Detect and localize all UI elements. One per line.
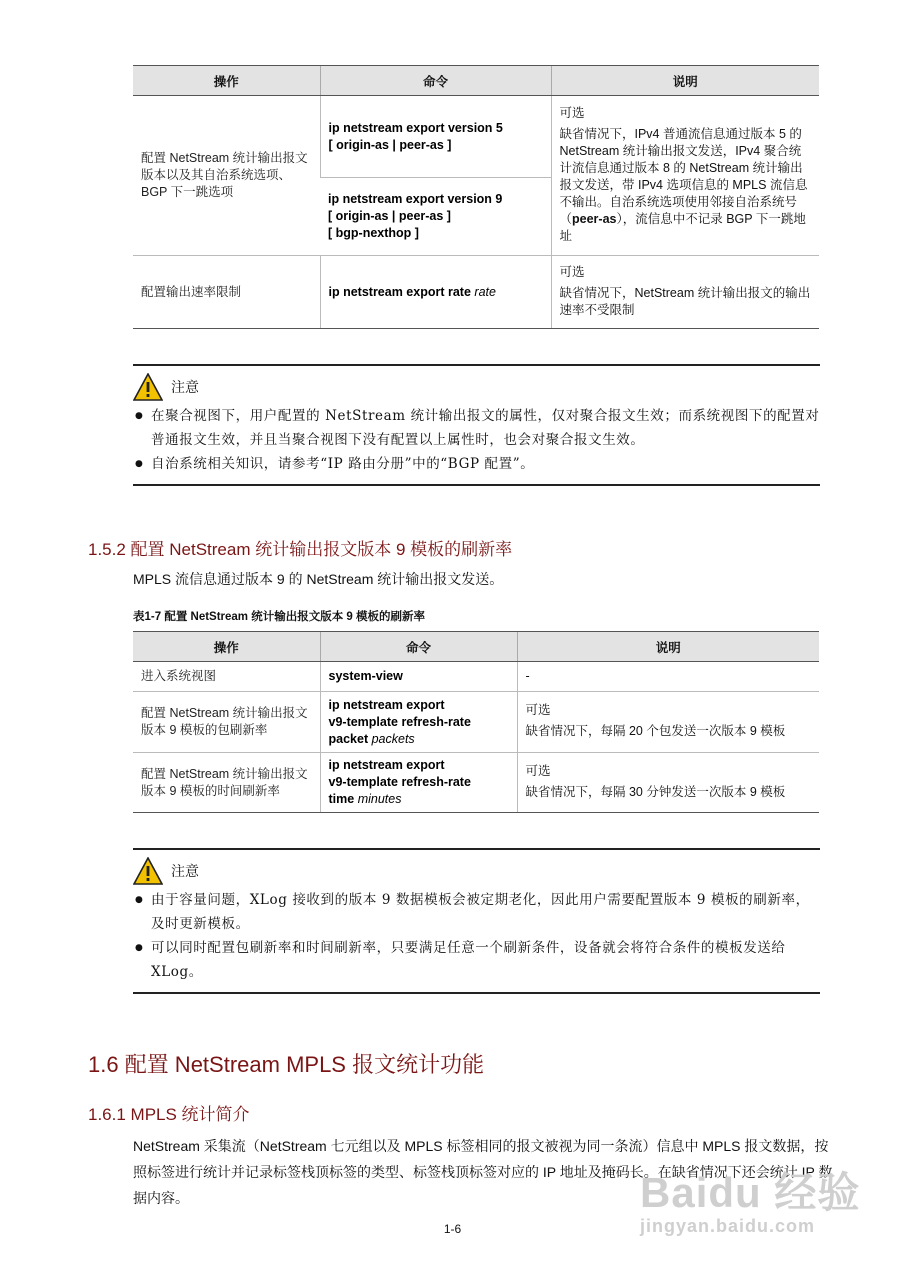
- description-cell: [517, 753, 819, 813]
- list-item: ● 在聚合视图下，用户配置的 NetStream 统计输出报文的属性，仅对聚合报文生效；而系统视图下的配置对普通报文生效，并且当聚合视图下没有配置以上属性时，也会对聚合报文生效。: [133, 404, 820, 452]
- warning-icon: [133, 373, 163, 401]
- command-line: ip netstream export version 9: [328, 192, 503, 206]
- list-item: ● 可以同时配置包刷新率和时间刷新率，只要满足任意一个刷新条件，设备就会将符合条件的模板发送给 XLog。: [133, 936, 820, 984]
- header-operation: 操作: [133, 632, 320, 662]
- note-title: 注意: [171, 379, 199, 395]
- description-keyword: peer-as: [572, 211, 617, 226]
- description-text: 缺省情况下，每隔 30 分钟发送一次版本 9 模板: [525, 784, 786, 799]
- command-line: ip netstream export version 5: [328, 120, 503, 135]
- section-paragraph: MPLS 流信息通过版本 9 的 NetStream 统计输出报文发送。: [133, 571, 504, 587]
- note-list: [133, 402, 820, 484]
- list-item: ● 由于容量问题，XLog 接收到的版本 9 数据模板会被定期老化，因此用户需要配置版本 9 模板的刷新率，及时更新模板。: [133, 888, 820, 936]
- operation-cell: 配置 NetStream 统计输出报文版本 9 模板的时间刷新率: [133, 753, 320, 813]
- command-line: ip netstream export: [328, 758, 445, 772]
- table-row: [133, 753, 819, 813]
- command-cell: [320, 256, 551, 329]
- page-number: 1-6: [443, 1222, 462, 1236]
- command-argument: minutes: [357, 792, 402, 806]
- operation-cell: 配置 NetStream 统计输出报文版本 9 模板的包刷新率: [133, 692, 320, 753]
- table-export-version: [133, 65, 819, 329]
- note-list: [133, 886, 820, 992]
- header-operation: 操作: [133, 66, 320, 96]
- command-line: ip netstream export: [328, 697, 445, 712]
- command-argument: rate: [474, 284, 496, 299]
- description-cell: -: [517, 662, 819, 692]
- section-heading-1-5-2: 1.5.2 配置 NetStream 统计输出报文版本 9 模板的刷新率: [88, 540, 513, 559]
- command-line: [329, 791, 509, 808]
- command-line: [ origin-as | peer-as ]: [328, 209, 451, 223]
- table-caption: 表1-7 配置 NetStream 统计输出报文版本 9 模板的刷新率: [133, 611, 426, 623]
- note-header: [133, 856, 820, 886]
- command-keyword: ip netstream export rate: [328, 284, 471, 299]
- command-cell: [320, 96, 551, 178]
- table-row: [133, 692, 819, 753]
- description-text: 缺省情况下，每隔 20 个包发送一次版本 9 模板: [525, 724, 786, 738]
- table-header-row: [133, 66, 819, 96]
- optional-label: 可选: [559, 105, 585, 120]
- description-cell: [551, 96, 819, 256]
- command-argument: packets: [371, 731, 415, 746]
- command-cell: [320, 753, 517, 813]
- header-description: 说明: [551, 66, 819, 96]
- table-header-row: [133, 632, 819, 662]
- description-text: [560, 126, 812, 245]
- table-row: [133, 96, 819, 178]
- header-command: 命令: [320, 66, 551, 96]
- section-heading-1-6: 1.6 配置 NetStream MPLS 报文统计功能: [88, 1052, 485, 1077]
- optional-label: 可选: [525, 703, 551, 717]
- watermark: [640, 1160, 860, 1237]
- command-line: [ origin-as | peer-as ]: [328, 137, 452, 152]
- description-cell: [551, 256, 819, 329]
- caution-note: [133, 364, 820, 486]
- header-command: 命令: [320, 632, 517, 662]
- command-line: v9-template refresh-rate: [328, 775, 471, 789]
- command-keyword: packet: [328, 731, 369, 746]
- watermark-url: jingyan.baidu.com: [640, 1216, 816, 1236]
- caution-note: [133, 848, 820, 994]
- note-title: 注意: [171, 863, 199, 879]
- header-description: 说明: [517, 632, 819, 662]
- command-line: [329, 731, 509, 748]
- note-header: [133, 372, 820, 402]
- table-row: [133, 256, 819, 329]
- operation-cell: 进入系统视图: [133, 662, 320, 692]
- operation-cell: 配置输出速率限制: [133, 256, 320, 329]
- watermark-logo: Baidu 经验: [640, 1169, 861, 1216]
- section-heading-1-6-1: 1.6.1 MPLS 统计简介: [88, 1105, 250, 1124]
- description-text: 缺省情况下，NetStream 统计输出报文的输出速率不受限制: [559, 285, 811, 317]
- table-row: [133, 662, 819, 692]
- description-part: ），流信息中不记录 BGP 下一跳地址: [559, 211, 806, 243]
- table-v9-template-refresh: [133, 631, 819, 813]
- command-line: [ bgp-nexthop ]: [328, 226, 419, 240]
- description-part: 缺省情况下，IPv4 普通流信息通过版本 5 的 NetStream 统计输出报文发送，IPv4 聚合统计流信息通过版本 8 的 NetStream 统计输出报文发送，带 IPv4 选项信息的 MPLS 流信息不输出。自治系统选项使用邻接自治系统号（: [559, 126, 808, 226]
- optional-label: 可选: [559, 264, 585, 279]
- list-item: ● 自治系统相关知识，请参考“IP 路由分册”中的“BGP 配置”。: [133, 452, 820, 476]
- warning-icon: [133, 857, 163, 885]
- command-cell: [320, 692, 517, 753]
- command-keyword: time: [328, 792, 355, 806]
- description-cell: [517, 692, 819, 753]
- command-cell: [320, 178, 551, 256]
- optional-label: 可选: [525, 763, 551, 778]
- operation-cell: 配置 NetStream 统计输出报文版本以及其自治系统选项、BGP 下一跳选项: [133, 96, 320, 256]
- command-line: v9-template refresh-rate: [328, 714, 471, 729]
- section-paragraph: NetStream 采集流（NetStream 七元组以及 MPLS 标签相同的报文被视为同一条流）信息中 MPLS 报文数据，按照标签进行统计并记录标签栈顶标签的类型、标签栈顶标签对应的 IP 地址及掩码长。在缺省情况下还会统计 IP 数据内容。: [133, 1138, 833, 1206]
- command-cell: system-view: [320, 662, 517, 692]
